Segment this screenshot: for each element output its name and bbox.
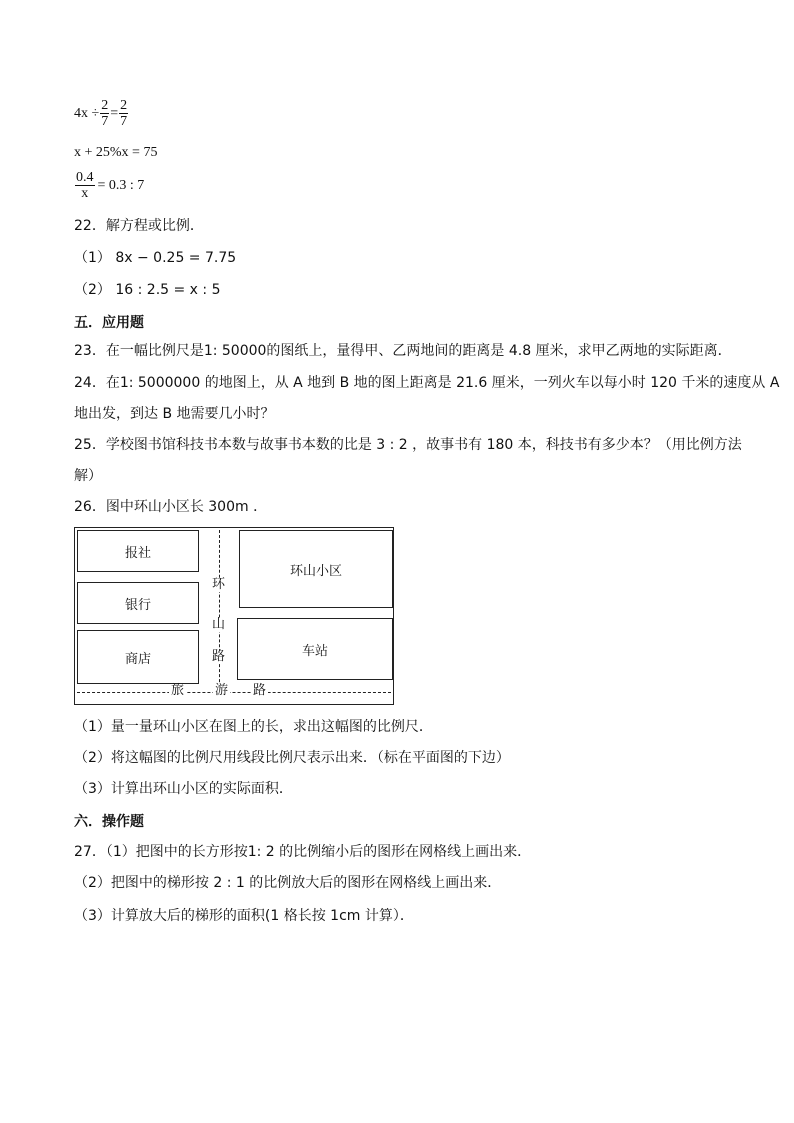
road-char-lv: 旅 [171,683,185,698]
question-26: 26．图中环山小区长 300m ． [74,499,268,515]
question-26-part-3: （3）计算出环山小区的实际面积． [74,781,293,797]
question-27-part-3: （3）计算放大后的梯形的面积(1 格长按 1cm 计算）． [74,908,414,924]
map-label-baoshe: 报社 [124,545,151,561]
road-char-shan: 山 [212,617,226,632]
question-26-part-1: （1）量一量环山小区在图上的长，求出这幅图的比例尺． [74,719,433,735]
question-25-line-1: 25．学校图书馆科技书本数与故事书本数的比是 3 : 2 ，故事书有 180 本，科技书有多少本？（用比例方法 [74,437,742,453]
question-24-line-1: 24．在1: 5000000 的地图上，从 A 地到 B 地的图上距离是 21.6 厘米，一列火车以每小时 120 千米的速度从 A [74,375,780,391]
fraction-denominator: 7 [120,114,128,129]
map-label-chezhan: 车站 [301,643,328,659]
question-26-part-2: （2）将这幅图的比例尺用线段比例尺表示出来．（标在平面图的下边） [74,750,510,766]
map-block-huanshan-xiaoqu [239,530,393,608]
question-22-part-1: （1） 8x − 0.25 = 7.75 [74,250,237,266]
question-27-part-1: 27．（1）把图中的长方形按1: 2 的比例缩小后的图形在网格线上画出来． [74,844,532,860]
fraction-numerator: 2 [101,98,109,113]
equation-1 [74,98,129,129]
equation-3-fraction [75,170,95,201]
road-char-you: 游 [215,683,229,698]
question-22-title: 22．解方程或比例． [74,218,204,234]
section-5-heading: 五．应用题 [74,315,144,331]
question-22-part-2: （2） 16 : 2.5 = x : 5 [74,282,221,298]
question-27-part-2: （2）把图中的梯形按 2 : 1 的比例放大后的图形在网格线上画出来． [74,875,502,891]
huanshan-road-line [219,530,220,692]
fraction-denominator: x [81,186,89,201]
map-block-chezhan [237,618,393,680]
map-label-huanshan-xiaoqu: 环山小区 [289,563,342,579]
equation-3 [74,170,144,201]
question-23: 23．在一幅比例尺是1: 50000的图纸上，量得甲、乙两地间的距离是 4.8 厘米，求甲乙两地的实际距离． [74,343,732,359]
section-6-heading: 六．操作题 [74,814,144,830]
map-block-shangdian [77,630,199,684]
equation-1-fraction [100,98,109,129]
equation-2: x + 25%x = 75 [74,145,158,160]
equals-sign: = [110,105,119,121]
map-block-yinhang [77,582,199,624]
equation-1-left: 4x ÷ [74,105,100,121]
question-25-line-2: 解） [74,468,102,484]
equation-3-rhs: = 0.3 : 7 [97,177,145,193]
fraction-numerator: 0.4 [76,170,94,185]
map-label-yinhang: 银行 [124,597,151,613]
fraction-denominator: 7 [101,114,109,129]
equation-1-rhs-fraction [119,98,128,129]
question-24-line-2: 地出发，到达 B 地需要几小时？ [74,406,275,422]
neighborhood-map [74,527,394,705]
map-block-baoshe [77,530,199,572]
map-label-shangdian: 商店 [124,651,151,667]
fraction-numerator: 2 [120,98,128,113]
road-char-lu-horizontal: 路 [253,683,267,698]
road-char-huan: 环 [212,577,226,592]
lvyou-road-line [77,692,391,693]
road-char-lu-vertical: 路 [212,649,226,664]
